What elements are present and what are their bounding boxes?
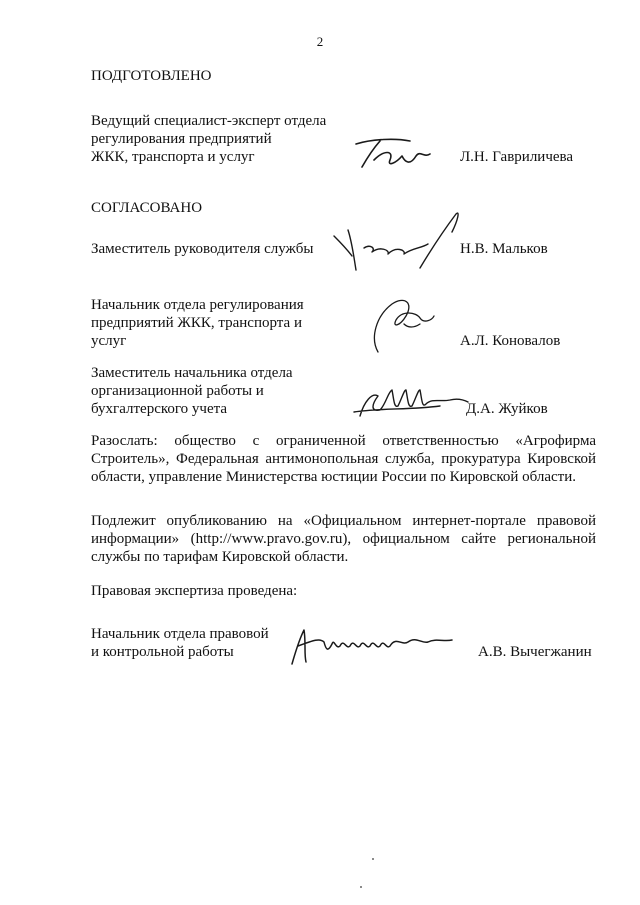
signer-name: Н.В. Мальков xyxy=(460,241,548,257)
signer-position-line: Начальник отдела регулирования xyxy=(91,297,304,313)
signer-position-line: Заместитель начальника отдела xyxy=(91,365,293,381)
prepared-heading: ПОДГОТОВЛЕНО xyxy=(91,68,212,84)
legal-review-text: Правовая экспертиза проведена: xyxy=(91,583,298,599)
signature-gavrilicheva xyxy=(350,136,440,172)
prepared-name: Л.Н. Гавриличева xyxy=(460,149,574,165)
signature-malkov xyxy=(320,208,470,278)
legal-review-name: А.В. Вычегжанин xyxy=(478,644,592,660)
signature-vychegzhanin xyxy=(284,620,464,670)
signer-position-line: бухгалтерского учета xyxy=(91,401,228,417)
signer-position-line: Заместитель руководителя службы xyxy=(91,241,314,257)
agreed-heading: СОГЛАСОВАНО xyxy=(91,200,203,216)
scan-speck xyxy=(372,858,374,860)
signer-position-line: предприятий ЖКК, транспорта и xyxy=(91,315,302,331)
signature-zhuikov xyxy=(350,382,480,422)
legal-review-position-line: Начальник отдела правовой xyxy=(91,626,269,642)
scan-speck xyxy=(360,886,362,888)
page-number: 2 xyxy=(316,34,324,49)
legal-review-position-line: и контрольной работы xyxy=(91,644,234,660)
signer-name: Д.А. Жуйков xyxy=(466,401,548,417)
signature-konovalov xyxy=(362,294,442,356)
signer-position-line: организационной работы и xyxy=(91,383,264,399)
prepared-position-line: регулирования предприятий xyxy=(91,131,272,147)
prepared-position-line: ЖКК, транспорта и услуг xyxy=(91,149,255,165)
distribution-paragraph: Разослать: общество с ограниченной ответственностью «Агрофирма Строитель», Федеральная антимонопольная служба, прокуратура Кировской области, управление Министерства юстиции России по Кировской области. xyxy=(91,433,596,485)
signer-position-line: услуг xyxy=(91,333,127,349)
prepared-position-line: Ведущий специалист-эксперт отдела xyxy=(91,113,327,129)
publication-paragraph: Подлежит опубликованию на «Официальном интернет-портале правовой информации» (http://www.pravo.gov.ru), официальном сайте региональной службы по тарифам Кировской области. xyxy=(91,513,596,565)
signer-name: А.Л. Коновалов xyxy=(460,333,561,349)
